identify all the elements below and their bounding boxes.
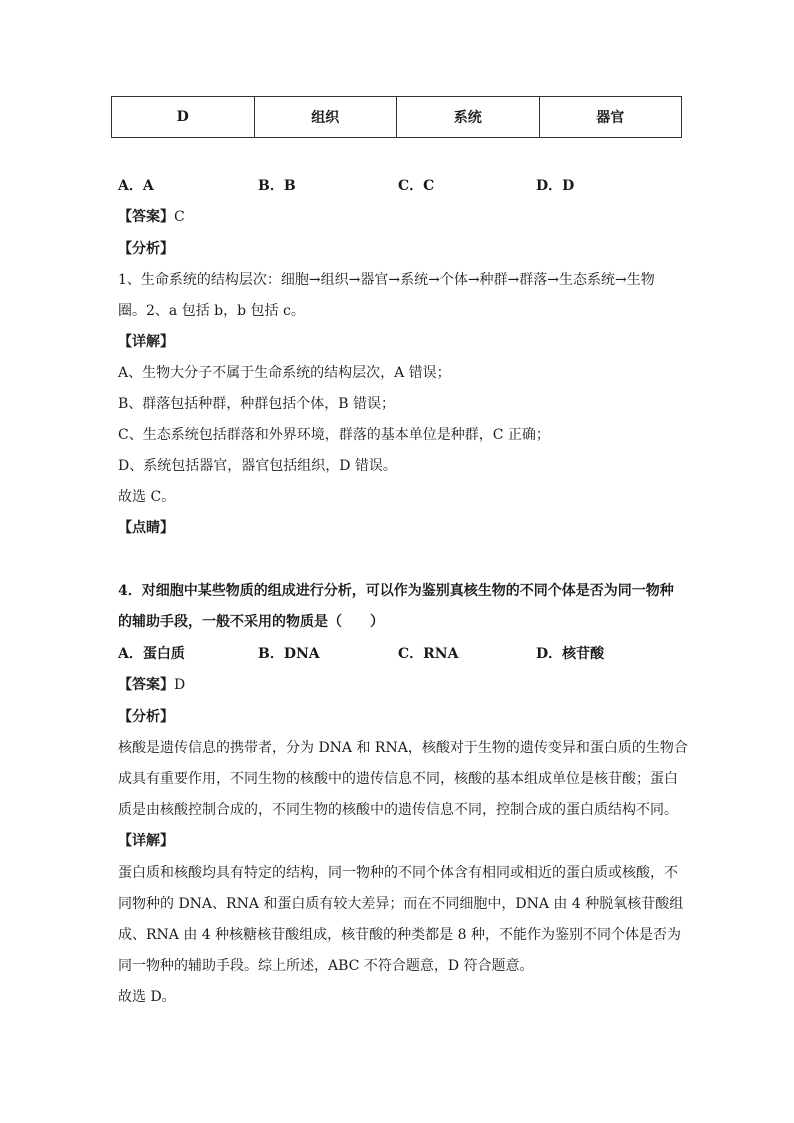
q4-answer — [118, 675, 185, 695]
q3-detail-line: B、群落包括种群，种群包括个体，B 错误； — [118, 396, 396, 412]
q4-analysis-line: 质是由核酸控制合成的，不同生物的核酸中的遗传信息不同，控制合成的蛋白质结构不同。 — [118, 802, 678, 818]
q3-analysis-tag: 【分析】 — [118, 241, 174, 257]
table-row — [112, 97, 682, 138]
q4-analysis-line: 核酸是遗传信息的携带者，分为 DNA 和 RNA，核酸对于生物的遗传变异和蛋白质的生物合 — [118, 740, 688, 756]
table-cell-option: D — [112, 97, 255, 138]
q3-detail-line: C、生态系统包括群落和外界环境，群落的基本单位是种群，C 正确； — [118, 427, 550, 443]
q3-answer — [118, 207, 185, 227]
answer-value: D — [174, 677, 186, 693]
q3-analysis-line: 圈。2、a 包括 b，b 包括 c。 — [118, 303, 305, 319]
q4-detail-line: 同物种的 DNA、RNA 和蛋白质有较大差异；而在不同细胞中，DNA 由 4 种脱氧核苷酸组 — [118, 896, 684, 912]
q4-analysis-line: 成具有重要作用，不同生物的核酸中的遗传信息不同，核酸的基本组成单位是核苷酸；蛋白 — [118, 771, 678, 787]
table-cell-b: 系统 — [397, 97, 540, 138]
answer-value: C — [174, 209, 185, 225]
q4-detail-line: 同一物种的辅助手段。综上所述，ABC 不符合题意，D 符合题意。 — [118, 958, 534, 974]
q4-option-c: C．RNA — [398, 646, 459, 662]
q4-option-b: B．DNA — [258, 646, 320, 662]
q4-question-line: 的辅助手段，一般不采用的物质是（ ） — [118, 614, 384, 630]
q3-option-d: D．D — [536, 178, 575, 194]
q3-option-c: C．C — [398, 178, 435, 194]
table-cell-a: 组织 — [254, 97, 397, 138]
q4-detail-line: 成、RNA 由 4 种核糖核苷酸组成，核苷酸的种类都是 8 种，不能作为鉴别不同个体是否为 — [118, 927, 681, 943]
q3-analysis-line: 1、生命系统的结构层次：细胞→组织→器官→系统→个体→种群→群落→生态系统→生物 — [118, 272, 655, 288]
q3-comment-tag: 【点睛】 — [118, 520, 174, 536]
table-cell-c: 器官 — [539, 97, 682, 138]
q4-detail-line: 蛋白质和核酸均具有特定的结构，同一物种的不同个体含有相同或相近的蛋白质或核酸，不 — [118, 865, 678, 881]
q3-detail-line: D、系统包括器官，器官包括组织，D 错误。 — [118, 458, 397, 474]
q3-detail-tag: 【详解】 — [118, 334, 174, 350]
q4-detail-tag: 【详解】 — [118, 833, 174, 849]
q3-detail-line: A、生物大分子不属于生命系统的结构层次，A 错误； — [118, 365, 451, 381]
q4-conclusion: 故选 D。 — [118, 989, 176, 1005]
q3-option-b: B．B — [258, 178, 296, 194]
answer-option-table — [111, 96, 682, 138]
answer-tag: 【答案】 — [118, 209, 174, 225]
q4-option-a: A．蛋白质 — [118, 646, 185, 662]
answer-tag: 【答案】 — [118, 677, 174, 693]
q4-option-d: D．核苷酸 — [536, 646, 605, 662]
q3-conclusion: 故选 C。 — [118, 489, 176, 505]
q4-analysis-tag: 【分析】 — [118, 709, 174, 725]
q4-question-line: 4．对细胞中某些物质的组成进行分析，可以作为鉴别真核生物的不同个体是否为同一物种 — [118, 583, 674, 599]
q3-option-a: A．A — [118, 178, 154, 194]
